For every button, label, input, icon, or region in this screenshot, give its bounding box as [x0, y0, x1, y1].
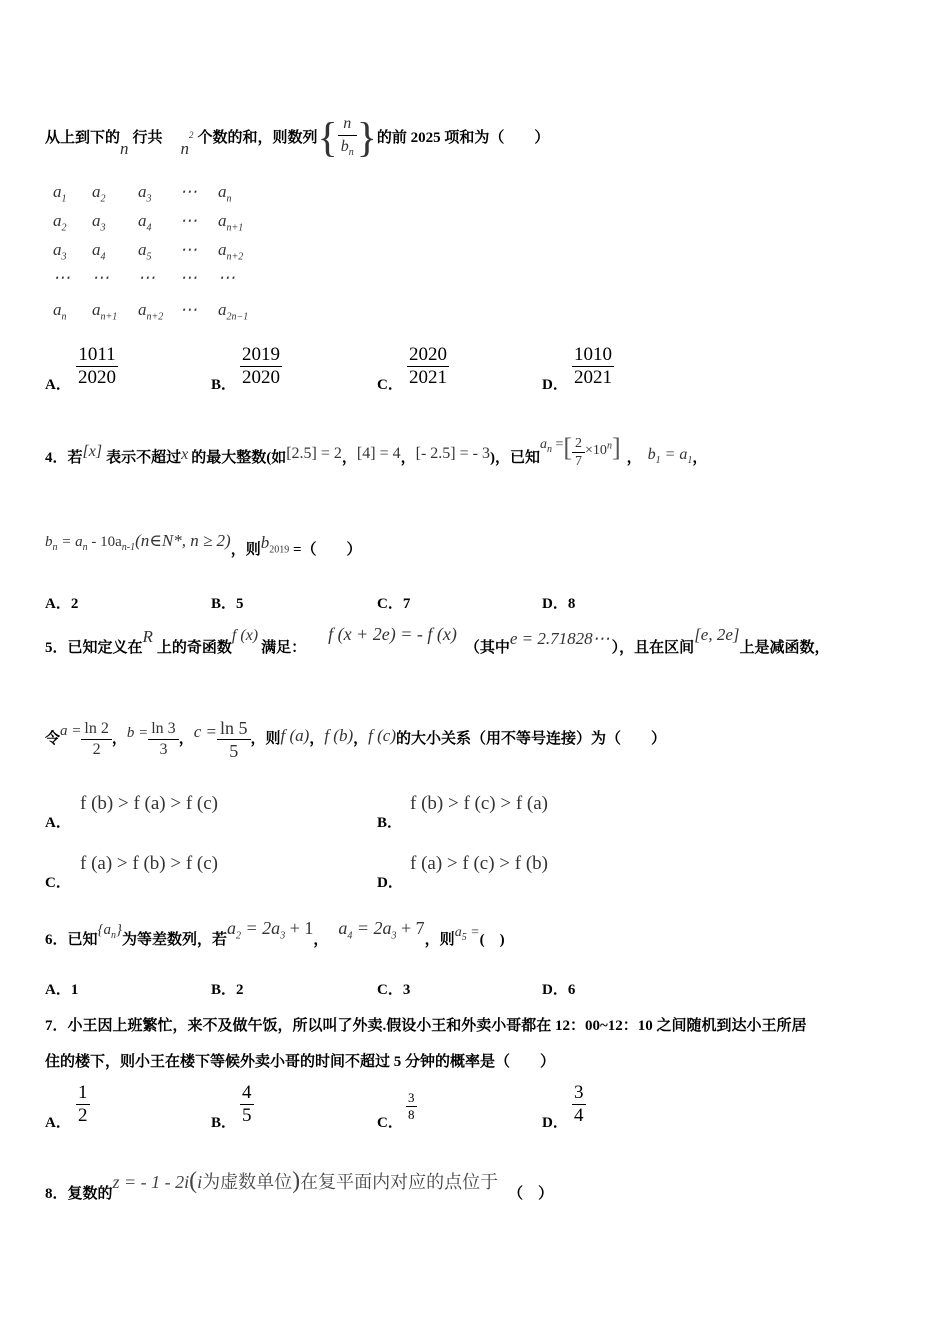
q4-example-2: [4] = 4 [356, 445, 401, 462]
q4-an-frac [572, 435, 585, 470]
q3-n2: n [180, 139, 190, 158]
matrix-cell: $a_{n+2}$ [138, 300, 164, 323]
q6-eq2-rest: = 2a [352, 918, 392, 938]
q7-option-d-den: 4 [574, 1105, 584, 1126]
q6-eq1-rest: = 2a [241, 918, 281, 938]
q5-tail: 的大小关系（用不等号连接）为（ ） [395, 731, 666, 747]
q5-option-d-expr[interactable]: f (a) > f (c) > f (b) [410, 853, 548, 874]
q4-b2019: b [260, 533, 270, 552]
q6-blank: ( ) [479, 932, 505, 948]
q5-c-frac [217, 717, 251, 762]
q7-option-d-num: 3 [574, 1082, 584, 1103]
q4-eq-10an: - 10a [87, 534, 122, 550]
matrix-cell: ⋯ [180, 300, 197, 319]
q6-option-a[interactable] [45, 978, 78, 999]
q6-eq2: a [338, 918, 348, 938]
q6-a5-sub: 5 [461, 931, 467, 943]
q4-x-bracket: [x] [82, 443, 103, 460]
q6-seq-sub: n [111, 930, 117, 941]
q3-option-c-frac[interactable] [407, 344, 449, 389]
matrix-cell: $a_{2n-1}$ [218, 300, 249, 323]
q4-bn-sub: n [52, 542, 58, 553]
q6-option-b[interactable] [211, 978, 244, 999]
q3-suffix: 的前 2025 项和为（ ） [376, 130, 550, 146]
q6-option-a-value: 1 [70, 982, 79, 998]
q4-sep-2: ， [400, 450, 416, 466]
q4-stem-line2: $b_n = a_n$ - $10a_{n-1}(n\in N*$, n ≥ 2)，则$b_{2019}$ =（ ） [45, 531, 362, 558]
q4-x: x [181, 446, 189, 463]
matrix-cell: $a_4$ [138, 211, 152, 234]
q8-formula: z = - 1 - 2i [112, 1172, 190, 1192]
matrix-cell: ⋯ [218, 268, 235, 287]
q7-option-c-den: 8 [408, 1107, 415, 1122]
q4-option-b-value: 5 [236, 596, 244, 612]
q6-eq2-sub: 4 [347, 930, 353, 942]
left-brace-icon: { [317, 115, 338, 162]
q4-b1-sub: 1 [655, 455, 661, 467]
q5-comma-2: ， [178, 731, 194, 747]
q3-frac-den-sub: n [348, 147, 354, 159]
q5-c-den: 5 [217, 739, 251, 762]
q6-text-a: 6．已知 [45, 932, 98, 948]
q4-bn: b [45, 534, 53, 550]
q4-an-eq: = [555, 437, 564, 452]
q5-option-b-label[interactable]: B． [377, 815, 403, 831]
q4-a1-sub: 1 [687, 455, 693, 467]
q7-option-b-den: 5 [242, 1105, 252, 1126]
q4-eq-an-sub: n [82, 542, 88, 553]
matrix-cell: $a_3$ [53, 240, 67, 263]
q3-mid1: 行共 [132, 130, 163, 146]
q6-eq1-sub: 2 [236, 930, 242, 942]
matrix-cell: ⋯ [92, 268, 109, 287]
q4-an-den: 7 [572, 452, 585, 470]
q5-a-frac [81, 719, 111, 760]
q6-a5: a [454, 925, 462, 940]
q4-option-c-label: C． [377, 596, 403, 612]
q6-text-c: ，则 [424, 932, 455, 948]
q4-an-sub: n [546, 443, 552, 455]
q5-text-b: 上的奇函数 [156, 640, 232, 656]
q5-comma-4: ， [353, 731, 369, 747]
q8-blank: （ ） [508, 1186, 554, 1202]
q5-R: R [142, 627, 153, 646]
left-bracket-icon: [ [563, 433, 573, 462]
matrix-cell: $a_{n+1}$ [218, 211, 244, 234]
q6-option-b-value: 2 [236, 982, 244, 998]
q4-condition: (n∈N*, n ≥ 2) [135, 531, 231, 550]
q6-eq1: a [227, 918, 237, 938]
q5-option-a-label[interactable]: A． [45, 815, 71, 831]
q3-exp2: 2 [189, 130, 194, 140]
q5-interval: [e, 2e] [694, 625, 740, 644]
q7-stem-line1: 7．小王因上班繁忙，来不及做午饭，所以叫了外卖.假设小王和外卖小哥都在 12：00~12：10 之间随机到达小王所居 [45, 1018, 807, 1034]
q3-option-d-label[interactable]: D． [542, 377, 568, 393]
q5-then: ，则 [250, 731, 281, 747]
q6-a5-eq: = [466, 925, 480, 940]
q6-stem [45, 913, 505, 963]
q5-option-c-label[interactable]: C． [45, 875, 71, 891]
q4-an-lhs: a [539, 437, 547, 452]
matrix-cell: $a_3$ [138, 182, 152, 205]
q5-b-lhs: b = [126, 725, 149, 741]
q3-option-a-num: 1011 [78, 344, 116, 365]
q6-eq1-tail: + 1 [285, 918, 314, 938]
q6-option-d-value: 6 [567, 982, 576, 998]
q5-fc: f (c) [368, 726, 396, 745]
q4-text-d: )，已知 [489, 450, 540, 466]
q4-option-c-value: 7 [402, 596, 411, 612]
q4-an-num: 2 [575, 436, 583, 452]
q7-option-c-label[interactable]: C． [377, 1115, 403, 1131]
q5-b-frac [148, 719, 178, 760]
q5-text-d: （其中 [464, 640, 510, 656]
q4-an-exp: n [606, 440, 612, 452]
q5-text-c: 满足： [261, 640, 307, 656]
q7-option-a-label[interactable]: A． [45, 1115, 71, 1131]
q5-text-a: 5．已知定义在 [45, 640, 143, 656]
q3-stem [45, 105, 549, 161]
matrix-cell: $a_2$ [53, 211, 67, 234]
q5-stem-line2 [45, 708, 666, 768]
q3-mid2: 个数的和，则数列 [197, 130, 318, 146]
q4-b1-eq: = a [664, 446, 688, 463]
q7-option-d-label[interactable]: D． [542, 1115, 568, 1131]
q3-option-b-label[interactable]: B． [211, 377, 237, 393]
q4-option-d[interactable] [542, 592, 575, 613]
q3-frac-den: b [340, 137, 349, 155]
q8-paren-open: ( [189, 1168, 198, 1194]
q5-b-num: ln 3 [151, 720, 176, 738]
q6-option-c[interactable] [377, 978, 410, 999]
q8-tail: 在复平面内对应的点位于 [300, 1172, 499, 1193]
q3-option-d-den: 2021 [574, 367, 612, 388]
q4-sep-1: ， [341, 450, 357, 466]
q6-eq2-tail: + 7 [396, 918, 425, 938]
matrix-cell: $a_3$ [92, 211, 106, 234]
q8-i: i [197, 1172, 203, 1192]
q5-a-lhs: a = [60, 723, 82, 739]
q7-option-a-frac[interactable] [76, 1082, 90, 1127]
q7-option-b-label[interactable]: B． [211, 1115, 237, 1131]
q5-fx: f (x) [231, 627, 259, 644]
q3-frac-num: n [343, 114, 352, 132]
q6-option-c-value: 3 [402, 982, 411, 998]
right-brace-icon: } [356, 115, 377, 162]
q3-prefix: 从上到下的 [45, 130, 121, 146]
matrix-cell: $a_n$ [53, 300, 67, 323]
matrix-cell: ⋯ [138, 268, 155, 287]
q5-comma-3: ， [309, 731, 325, 747]
q3-option-b-den: 2020 [242, 367, 280, 388]
q7-option-b-frac[interactable] [240, 1082, 254, 1127]
q5-text-e: ），且在区间 [611, 640, 695, 656]
q4-text-b: 表示不超过 [106, 450, 182, 466]
q5-text-f: 上是减函数， [739, 640, 830, 656]
q5-text-ling: 令 [45, 731, 61, 747]
q3-option-c-num: 2020 [409, 344, 447, 365]
q4-text-f: ， [692, 450, 708, 466]
q5-option-b-expr[interactable]: f (b) > f (c) > f (a) [410, 793, 548, 814]
q5-fb: f (b) [324, 726, 354, 745]
q4-example-1: [2.5] = 2 [286, 445, 342, 462]
q4-example-3: [- 2.5] = - 3 [415, 445, 490, 462]
q3-option-d-num: 1010 [574, 344, 612, 365]
q8-paren-text: 为虚数单位 [202, 1172, 293, 1193]
q7-option-c-frac[interactable] [406, 1090, 417, 1123]
q3-seq-frac [338, 113, 357, 164]
q5-a-num: ln 2 [84, 720, 109, 738]
matrix-cell: ⋯ [53, 268, 70, 287]
q6-option-c-label: C． [377, 982, 403, 998]
q6-eq1-sub2: 3 [280, 930, 286, 942]
q4-an-tail: ×10 [585, 443, 607, 458]
q7-option-a-den: 2 [78, 1105, 88, 1126]
q4-b2019-sub: 2019 [269, 544, 290, 556]
q8-stem [45, 1166, 553, 1216]
q6-seq-close: } [116, 922, 123, 938]
q4-option-a-value: 2 [70, 596, 79, 612]
matrix-cell: $a_{n+2}$ [218, 240, 244, 263]
q4-option-c[interactable] [377, 592, 410, 613]
q5-equation: f (x + 2e) = - f (x) [328, 624, 457, 644]
q6-eq2-sub2: 3 [391, 930, 397, 942]
q5-option-d-label[interactable]: D． [377, 875, 403, 891]
q7-option-a-num: 1 [78, 1082, 88, 1103]
q8-prefix: 8．复数的 [45, 1186, 113, 1202]
q4-option-a-label: A． [45, 596, 71, 612]
q5-fa: f (a) [280, 726, 310, 745]
q4-text-c: 的最大整数(如 [191, 450, 287, 466]
matrix-cell: $a_4$ [92, 240, 106, 263]
q4-option-b-label: B． [211, 596, 237, 612]
q4-option-a[interactable] [45, 592, 78, 613]
q5-e-value: e = 2.71828⋯ [509, 629, 610, 648]
q7-stem-line2: 住的楼下，则小王在楼下等候外卖小哥的时间不超过 5 分钟的概率是（ ） [45, 1054, 556, 1070]
q4-eq-an: = a [57, 534, 83, 550]
q6-seq: {a [97, 922, 112, 938]
q8-paren-close: ) [292, 1168, 301, 1194]
matrix-cell: $a_{n+1}$ [92, 300, 118, 323]
q5-a-den: 2 [81, 739, 111, 760]
q6-comma: ， [313, 932, 329, 948]
q4-text-a: 4．若 [45, 450, 83, 466]
q3-option-a-den: 2020 [78, 367, 116, 388]
q3-option-a-frac[interactable] [76, 344, 118, 389]
matrix-cell: $a_5$ [138, 240, 152, 263]
q5-stem-line1 [45, 618, 830, 674]
q5-c-num: ln 5 [219, 718, 248, 739]
matrix-cell: ⋯ [180, 211, 197, 230]
q3-option-a-label[interactable]: A． [45, 377, 71, 393]
q3-option-b-num: 2019 [242, 344, 280, 365]
q5-option-c-expr[interactable]: f (a) > f (b) > f (c) [80, 853, 218, 874]
matrix-cell: ⋯ [180, 268, 197, 287]
q3-n: n [120, 139, 129, 158]
q4-text-e: ， [626, 450, 642, 466]
q6-option-b-label: B． [211, 982, 237, 998]
q4-option-d-value: 8 [567, 596, 576, 612]
matrix-cell: $a_2$ [92, 182, 106, 205]
q5-comma-1: ， [111, 731, 127, 747]
matrix-cell: $a_n$ [218, 182, 232, 205]
right-bracket-icon: ] [611, 433, 621, 462]
q4-tail: =（ ） [289, 542, 362, 558]
q3-option-d-frac[interactable] [572, 344, 614, 389]
q4-then: ，则 [230, 542, 261, 558]
q5-c-lhs: c = [193, 722, 217, 741]
q7-option-d-frac[interactable] [572, 1082, 586, 1127]
q5-b-den: 3 [148, 739, 178, 760]
q7-option-b-num: 4 [242, 1082, 252, 1103]
q3-option-c-den: 2021 [409, 367, 447, 388]
q6-option-d[interactable] [542, 978, 575, 999]
q4-stem-line1 [45, 428, 707, 480]
q6-option-d-label: D． [542, 982, 568, 998]
matrix-cell: $a_1$ [53, 182, 67, 205]
q7-option-c-num: 3 [408, 1090, 415, 1105]
q4-option-b[interactable] [211, 592, 244, 613]
q4-b1: b [647, 446, 656, 463]
q6-text-b: 为等差数列，若 [122, 932, 228, 948]
q5-option-a-expr[interactable]: f (b) > f (a) > f (c) [80, 793, 218, 814]
matrix-cell: ⋯ [180, 182, 197, 201]
q3-option-c-label[interactable]: C． [377, 377, 403, 393]
matrix-cell: ⋯ [180, 240, 197, 259]
q3-option-b-frac[interactable] [240, 344, 282, 389]
q4-option-d-label: D． [542, 596, 568, 612]
q6-option-a-label: A． [45, 982, 71, 998]
